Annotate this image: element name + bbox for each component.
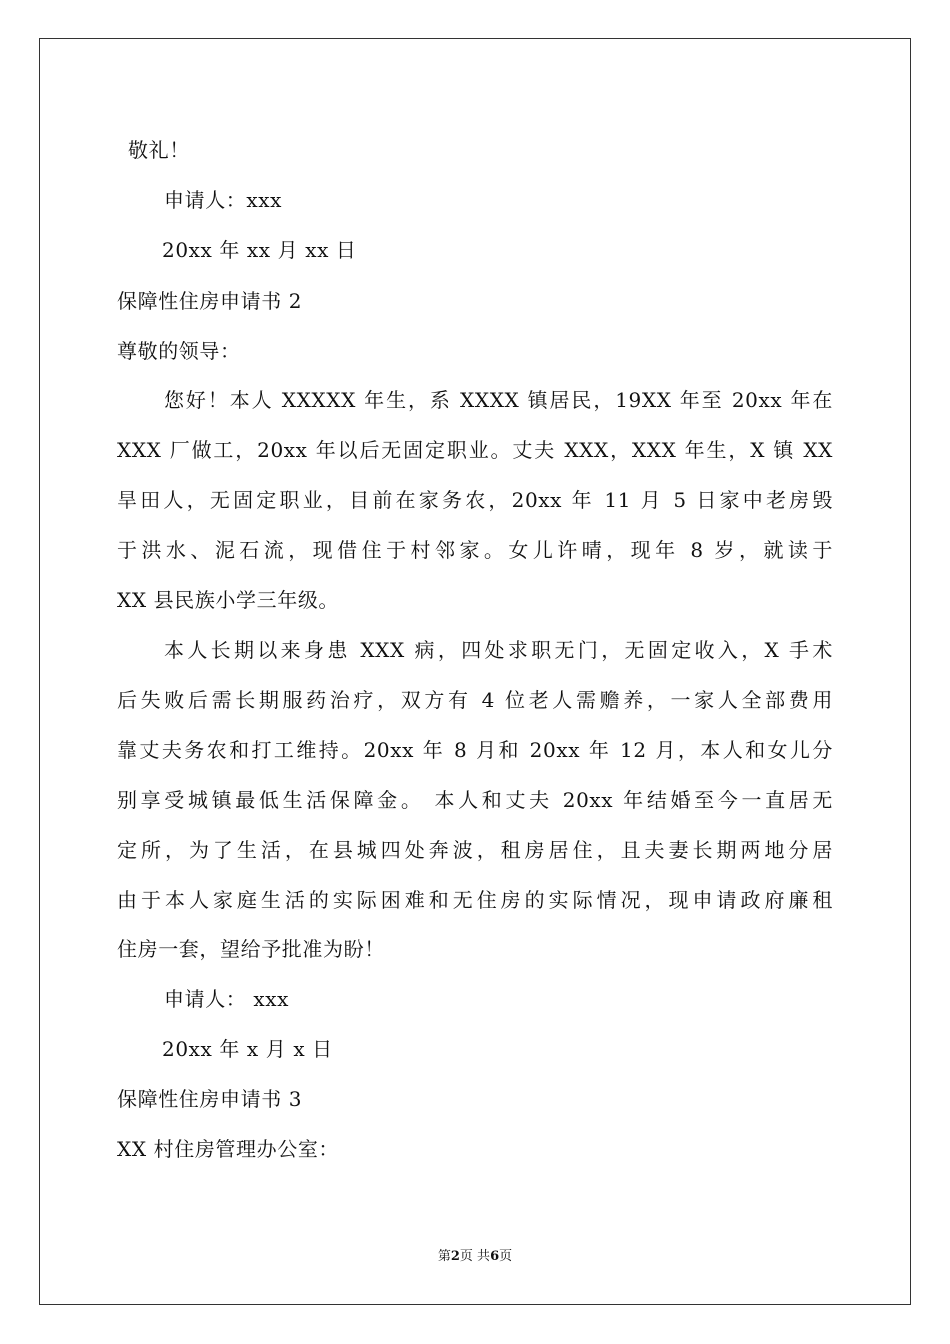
paragraph-line: 后失败后需长期服药治疗，双方有 4 位老人需赡养，一家人全部费用 <box>117 688 833 712</box>
current-page-number: 2 <box>450 1249 460 1264</box>
total-page-count: 6 <box>490 1249 500 1264</box>
paragraph-line: 住房一套，望给予批准为盼！ <box>117 937 385 961</box>
paragraph-line: 于洪水、泥石流，现借住于村邻家。女儿许晴，现年 8 岁，就读于 <box>117 538 833 562</box>
applicant-signature: 申请人：xxx <box>164 188 283 212</box>
paragraph-line: 定所，为了生活，在县城四处奔波，租房居住，且夫妻长期两地分居 <box>117 838 833 862</box>
applicant-signature: 申请人： xxx <box>164 987 289 1011</box>
signature-date: 20xx 年 x 月 x 日 <box>162 1037 333 1061</box>
paragraph-line: 由于本人家庭生活的实际困难和无住房的实际情况，现申请政府廉租 <box>117 888 833 912</box>
footer-mid: 页 共 <box>459 1249 491 1264</box>
section-heading: 保障性住房申请书 3 <box>117 1087 303 1111</box>
signature-date: 20xx 年 xx 月 xx 日 <box>162 238 357 262</box>
closing-greeting: 敬礼！ <box>128 138 190 162</box>
footer-suffix: 页 <box>499 1249 513 1264</box>
paragraph-line: 本人长期以来身患 XXX 病，四处求职无门，无固定收入，X 手术 <box>164 638 833 662</box>
salutation: 尊敬的领导： <box>117 339 241 363</box>
paragraph-line: 别享受城镇最低生活保障金。 本人和丈夫 20xx 年结婚至今一直居无 <box>117 788 833 812</box>
page-frame <box>39 38 911 1305</box>
paragraph-line: 旱田人，无固定职业，目前在家务农，20xx 年 11 月 5 日家中老房毁 <box>117 488 833 512</box>
paragraph-line: 您好！本人 XXXXX 年生，系 XXXX 镇居民，19XX 年至 20xx 年在 <box>164 388 833 412</box>
paragraph-line: 靠丈夫务农和打工维持。20xx 年 8 月和 20xx 年 12 月，本人和女儿分 <box>117 738 833 762</box>
footer-prefix: 第 <box>437 1249 451 1264</box>
page-number-footer <box>0 1248 950 1266</box>
section-heading: 保障性住房申请书 2 <box>117 289 303 313</box>
paragraph-line: XXX 厂做工，20xx 年以后无固定职业。丈夫 XXX，XXX 年生，X 镇 XX <box>117 438 833 462</box>
paragraph-line: XX 县民族小学三年级。 <box>117 588 340 612</box>
salutation: XX 村住房管理办公室： <box>117 1137 340 1161</box>
